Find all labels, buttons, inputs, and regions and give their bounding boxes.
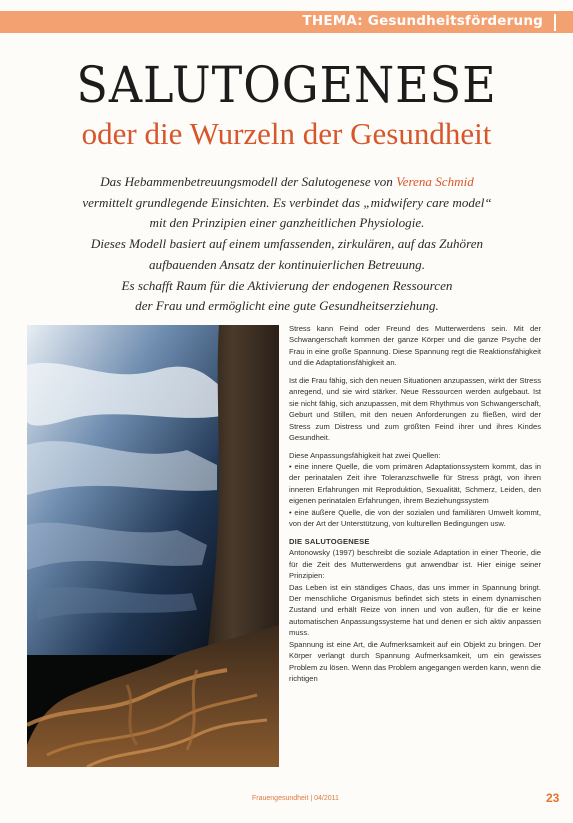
journal-footer: Frauengesundheit | 04/2011 [252,795,339,802]
body-paragraph: Diese Anpassungsfähigkeit hat zwei Quellen: [289,450,441,460]
body-paragraph: Das Leben ist ein ständiges Chaos, das uns immer in Spannung bringt. Der menschliche Organismus befindet sich stets in einem dynamischen Zustand und erhält Reize von innen und von außen, für die er keine automatischen Anpassungssysteme hat und denen er sich aktiv anpassen muss. [289,582,541,638]
lead-paragraph [32,172,542,317]
lead-line: der Frau und ermöglicht eine gute Gesundheitserziehung. [135,298,439,314]
lead-line: vermittelt grundlegende Einsichten. Es verbindet das „midwifery care model“ [82,194,492,210]
lead-line: aufbauenden Ansatz der kontinuierlichen Betreuung. [148,256,425,272]
article-body [289,323,541,691]
header-bar [0,11,573,33]
lead-line: Es schafft Raum für die Aktivierung der endogenen Ressourcen [121,277,453,293]
article-subtitle: oder die Wurzeln der Gesundheit [81,116,492,151]
body-paragraph: Antonowsky (1997) beschreibt die soziale Adaptation in einer Theorie, die für die Zeit des Mutterwerdens gut anwendbar ist. Hier einige seiner Prinzipien: [289,548,541,581]
page-number: 23 [546,791,560,805]
header-topic: THEMA: Gesundheitsförderung [302,13,543,29]
body-paragraph: Spannung ist eine Art, die Aufmerksamkeit auf ein Objekt zu bringen. Der Körper verlangt durch Spannung Aufmerksamkeit, um ein gewisses Problem zu lösen. Wenn das Problem angegangen werden kann, wenn die richtigen [289,639,541,684]
body-paragraph: Stress kann Feind oder Freund des Mutterwerdens sein. Mit der Schwangerschaft kommen der ganze Körper und die ganze Psyche der Frau in eine große Spannung. Diese Spannung regt die Reaktionsfähigkeit und die Adaptationsfähigkeit an. [289,324,541,368]
lead-line: Dieses Modell basiert auf einem umfassenden, zirkulären, auf das Zuhören [90,236,484,252]
header-divider [554,14,556,31]
section-heading: DIE SALUTOGENESE [289,536,370,546]
article-title: SALUTOGENESE [76,56,497,114]
river-tree-roots-photo [27,325,279,767]
author-name: Verena Schmid [396,174,474,189]
lead-line [32,172,542,193]
list-item: • eine innere Quelle, die vom primären Adaptationssystem kommt, das in der perinatalen Zeit ihre Toleranzschwelle für Stress prägt, von ihren inneren Erfahrungen mit Reproduktion, Sexualität, Schmerz, Leiden, den eigenen perinatalen Erfahrungen, ihrem Beziehungssystem [289,461,541,506]
lead-line: mit den Prinzipien einer ganzheitlichen Physiologie. [149,215,425,231]
list-item: • eine äußere Quelle, die von der sozialen und familiären Umwelt kommt, von der Art der Unterstützung, von kulturellen Bedingungen usw. [289,507,541,529]
body-paragraph: Ist die Frau fähig, sich den neuen Situationen anzupassen, wirkt der Stress anregend, und sie wird stärker. Neue Ressourcen werden aufgebaut. Ist sie nicht fähig, sich anzupassen, mit dem Rhythmus von Schwangerschaft, Geburt und Stillen, mit den neuen Anforderungen zu fließen, wird der Stress zum Distress und zum größten Feind ihrer und ihres Kindes Gesundheit. [289,375,542,443]
lead-line-text: Das Hebammenbetreuungsmodell der Salutogenese von [100,174,397,189]
